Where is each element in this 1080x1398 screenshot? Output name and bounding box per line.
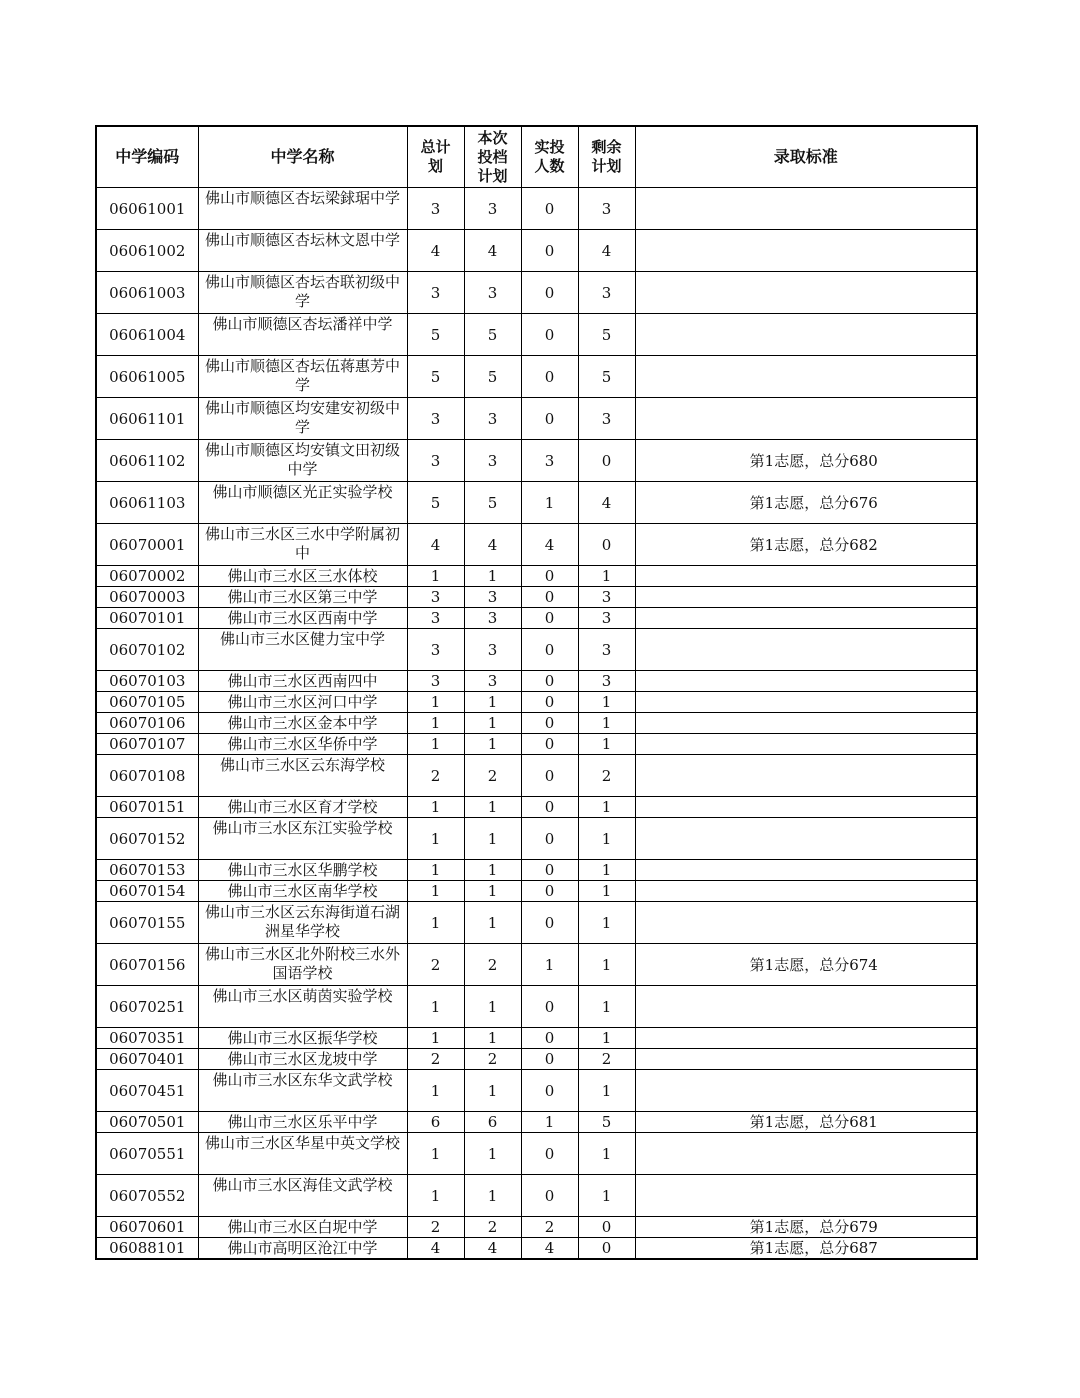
cell-criteria: 第1志愿，总分687 <box>635 1238 977 1260</box>
cell-actual: 0 <box>521 1049 578 1070</box>
cell-this-round: 3 <box>464 608 521 629</box>
cell-actual: 0 <box>521 188 578 230</box>
table-row <box>96 734 977 755</box>
cell-criteria <box>635 398 977 440</box>
cell-criteria <box>635 188 977 230</box>
cell-this-round: 1 <box>464 1133 521 1175</box>
table-row <box>96 188 977 230</box>
cell-name <box>198 902 407 944</box>
table-row <box>96 608 977 629</box>
cell-total: 1 <box>407 1175 464 1217</box>
cell-remaining: 2 <box>578 755 635 797</box>
cell-code: 06070108 <box>96 755 198 797</box>
cell-total: 2 <box>407 944 464 986</box>
cell-actual: 0 <box>521 692 578 713</box>
header-row <box>96 126 977 188</box>
cell-remaining: 1 <box>578 818 635 860</box>
table-row <box>96 440 977 482</box>
cell-remaining: 3 <box>578 272 635 314</box>
table-row <box>96 818 977 860</box>
admission-table <box>95 125 978 1260</box>
table-row <box>96 1112 977 1133</box>
cell-total: 1 <box>407 797 464 818</box>
cell-total: 2 <box>407 755 464 797</box>
cell-this-round: 1 <box>464 902 521 944</box>
cell-remaining: 5 <box>578 356 635 398</box>
cell-name: 佛山市三水区三水体校 <box>198 566 407 587</box>
cell-total: 1 <box>407 1133 464 1175</box>
cell-actual: 0 <box>521 230 578 272</box>
table-row <box>96 797 977 818</box>
table-row <box>96 566 977 587</box>
cell-total: 5 <box>407 314 464 356</box>
cell-remaining: 1 <box>578 1028 635 1049</box>
school-name-text: 佛山市顺德区光正实验学校 <box>212 483 393 501</box>
cell-remaining: 3 <box>578 398 635 440</box>
cell-remaining: 4 <box>578 230 635 272</box>
cell-code: 06070154 <box>96 881 198 902</box>
header-remaining <box>578 126 635 188</box>
table-row <box>96 671 977 692</box>
cell-name: 佛山市三水区西南中学 <box>198 608 407 629</box>
cell-remaining: 1 <box>578 692 635 713</box>
cell-name <box>198 755 407 797</box>
cell-name <box>198 629 407 671</box>
cell-remaining: 1 <box>578 713 635 734</box>
cell-total: 3 <box>407 608 464 629</box>
cell-name <box>198 272 407 314</box>
cell-this-round: 3 <box>464 440 521 482</box>
table-row <box>96 755 977 797</box>
school-name-text: 佛山市三水区云东海学校 <box>219 756 385 774</box>
cell-actual: 4 <box>521 1238 578 1260</box>
cell-remaining: 0 <box>578 1217 635 1238</box>
cell-name: 佛山市高明区沧江中学 <box>198 1238 407 1260</box>
cell-this-round: 2 <box>464 755 521 797</box>
school-name-text: 佛山市三水区云东海街道石湖洲星华学校 <box>204 903 400 940</box>
cell-actual: 0 <box>521 314 578 356</box>
table-row <box>96 1133 977 1175</box>
cell-code: 06070151 <box>96 797 198 818</box>
cell-criteria <box>635 818 977 860</box>
table-row <box>96 860 977 881</box>
cell-criteria: 第1志愿，总分682 <box>635 524 977 566</box>
table-row <box>96 881 977 902</box>
table-row <box>96 1049 977 1070</box>
cell-code: 06070107 <box>96 734 198 755</box>
school-name-text: 佛山市三水区东江实验学校 <box>212 819 393 837</box>
cell-criteria: 第1志愿，总分674 <box>635 944 977 986</box>
cell-remaining: 1 <box>578 1133 635 1175</box>
school-name-text: 佛山市顺德区均安镇文田初级中学 <box>204 441 400 478</box>
cell-code: 06070152 <box>96 818 198 860</box>
cell-remaining: 5 <box>578 314 635 356</box>
header-actual <box>521 126 578 188</box>
cell-this-round: 5 <box>464 482 521 524</box>
cell-remaining: 3 <box>578 629 635 671</box>
cell-remaining: 3 <box>578 188 635 230</box>
cell-remaining: 1 <box>578 902 635 944</box>
cell-total: 5 <box>407 482 464 524</box>
cell-name: 佛山市三水区第三中学 <box>198 587 407 608</box>
cell-total: 1 <box>407 566 464 587</box>
cell-total: 1 <box>407 986 464 1028</box>
cell-this-round: 1 <box>464 1028 521 1049</box>
school-name-text: 佛山市三水区萌茵实验学校 <box>212 987 393 1005</box>
cell-remaining: 5 <box>578 1112 635 1133</box>
header-this-round-text: 本次投档计划 <box>477 128 508 185</box>
school-name-text: 佛山市顺德区杏坛杏联初级中学 <box>204 273 400 310</box>
cell-this-round: 5 <box>464 314 521 356</box>
table-row <box>96 398 977 440</box>
cell-remaining: 1 <box>578 797 635 818</box>
cell-code: 06070102 <box>96 629 198 671</box>
cell-this-round: 2 <box>464 1217 521 1238</box>
cell-code: 06061002 <box>96 230 198 272</box>
cell-code: 06070103 <box>96 671 198 692</box>
cell-total: 3 <box>407 272 464 314</box>
cell-actual: 1 <box>521 1112 578 1133</box>
cell-actual: 0 <box>521 1070 578 1112</box>
cell-total: 2 <box>407 1217 464 1238</box>
cell-total: 1 <box>407 1028 464 1049</box>
cell-criteria <box>635 734 977 755</box>
table-row <box>96 713 977 734</box>
cell-code: 06070351 <box>96 1028 198 1049</box>
cell-this-round: 1 <box>464 881 521 902</box>
cell-code: 06070451 <box>96 1070 198 1112</box>
cell-this-round: 3 <box>464 629 521 671</box>
cell-this-round: 4 <box>464 230 521 272</box>
header-remaining-text: 剩余计划 <box>591 138 622 175</box>
cell-criteria <box>635 608 977 629</box>
cell-code: 06070001 <box>96 524 198 566</box>
cell-this-round: 1 <box>464 986 521 1028</box>
cell-criteria: 第1志愿，总分679 <box>635 1217 977 1238</box>
cell-name: 佛山市三水区南华学校 <box>198 881 407 902</box>
cell-actual: 0 <box>521 818 578 860</box>
cell-criteria: 第1志愿，总分680 <box>635 440 977 482</box>
cell-actual: 0 <box>521 734 578 755</box>
cell-actual: 0 <box>521 797 578 818</box>
cell-total: 1 <box>407 860 464 881</box>
school-name-text: 佛山市三水区三水中学附属初中 <box>204 525 400 562</box>
cell-total: 2 <box>407 1049 464 1070</box>
table-row <box>96 986 977 1028</box>
cell-name <box>198 986 407 1028</box>
cell-actual: 0 <box>521 986 578 1028</box>
cell-code: 06070153 <box>96 860 198 881</box>
cell-name: 佛山市三水区河口中学 <box>198 692 407 713</box>
cell-total: 1 <box>407 692 464 713</box>
cell-total: 3 <box>407 188 464 230</box>
cell-criteria <box>635 629 977 671</box>
cell-name <box>198 356 407 398</box>
table-row <box>96 1070 977 1112</box>
cell-actual: 0 <box>521 587 578 608</box>
cell-actual: 4 <box>521 524 578 566</box>
table-row <box>96 482 977 524</box>
cell-actual: 0 <box>521 608 578 629</box>
cell-name: 佛山市三水区华侨中学 <box>198 734 407 755</box>
cell-criteria <box>635 1028 977 1049</box>
cell-this-round: 6 <box>464 1112 521 1133</box>
cell-actual: 0 <box>521 902 578 944</box>
school-name-text: 佛山市三水区华星中英文学校 <box>204 1134 400 1152</box>
cell-this-round: 4 <box>464 524 521 566</box>
header-total-text: 总计划 <box>420 138 451 175</box>
cell-remaining: 3 <box>578 608 635 629</box>
cell-this-round: 3 <box>464 587 521 608</box>
cell-code: 06070156 <box>96 944 198 986</box>
cell-actual: 0 <box>521 1133 578 1175</box>
school-name-text: 佛山市三水区海佳文武学校 <box>212 1176 393 1194</box>
header-criteria: 录取标准 <box>635 126 977 188</box>
cell-criteria: 第1志愿，总分681 <box>635 1112 977 1133</box>
table-row <box>96 629 977 671</box>
cell-criteria <box>635 1133 977 1175</box>
cell-total: 4 <box>407 524 464 566</box>
cell-code: 06061102 <box>96 440 198 482</box>
cell-actual: 1 <box>521 944 578 986</box>
cell-remaining: 2 <box>578 1049 635 1070</box>
cell-actual: 0 <box>521 629 578 671</box>
cell-criteria <box>635 1175 977 1217</box>
cell-remaining: 1 <box>578 734 635 755</box>
cell-code: 06061001 <box>96 188 198 230</box>
table-row <box>96 1238 977 1260</box>
cell-name: 佛山市三水区金本中学 <box>198 713 407 734</box>
cell-this-round: 3 <box>464 671 521 692</box>
cell-criteria <box>635 755 977 797</box>
cell-total: 3 <box>407 398 464 440</box>
cell-total: 3 <box>407 587 464 608</box>
cell-name <box>198 440 407 482</box>
table-row <box>96 524 977 566</box>
cell-name: 佛山市三水区西南四中 <box>198 671 407 692</box>
cell-criteria <box>635 1049 977 1070</box>
cell-name: 佛山市三水区华鹏学校 <box>198 860 407 881</box>
cell-criteria: 第1志愿，总分676 <box>635 482 977 524</box>
cell-this-round: 1 <box>464 734 521 755</box>
cell-actual: 0 <box>521 1028 578 1049</box>
cell-remaining: 3 <box>578 671 635 692</box>
cell-actual: 0 <box>521 881 578 902</box>
school-name-text: 佛山市顺德区均安建安初级中学 <box>204 399 400 436</box>
header-actual-text: 实投人数 <box>534 138 565 175</box>
cell-this-round: 5 <box>464 356 521 398</box>
cell-code: 06070401 <box>96 1049 198 1070</box>
cell-name <box>198 1175 407 1217</box>
cell-criteria <box>635 230 977 272</box>
cell-name: 佛山市三水区乐平中学 <box>198 1112 407 1133</box>
cell-name <box>198 944 407 986</box>
cell-name <box>198 1133 407 1175</box>
cell-criteria <box>635 671 977 692</box>
cell-criteria <box>635 587 977 608</box>
cell-criteria <box>635 797 977 818</box>
cell-name <box>198 524 407 566</box>
school-name-text: 佛山市顺德区杏坛林文恩中学 <box>204 231 400 249</box>
cell-actual: 0 <box>521 356 578 398</box>
cell-this-round: 1 <box>464 692 521 713</box>
cell-total: 4 <box>407 230 464 272</box>
cell-actual: 0 <box>521 860 578 881</box>
cell-code: 06070106 <box>96 713 198 734</box>
cell-actual: 3 <box>521 440 578 482</box>
cell-name <box>198 188 407 230</box>
cell-total: 1 <box>407 881 464 902</box>
cell-name <box>198 482 407 524</box>
cell-remaining: 0 <box>578 1238 635 1260</box>
cell-code: 06061103 <box>96 482 198 524</box>
cell-this-round: 3 <box>464 188 521 230</box>
cell-total: 1 <box>407 1070 464 1112</box>
cell-total: 5 <box>407 356 464 398</box>
header-total <box>407 126 464 188</box>
cell-total: 3 <box>407 671 464 692</box>
cell-actual: 0 <box>521 272 578 314</box>
cell-total: 1 <box>407 713 464 734</box>
cell-criteria <box>635 902 977 944</box>
cell-this-round: 1 <box>464 818 521 860</box>
cell-remaining: 0 <box>578 524 635 566</box>
cell-actual: 0 <box>521 566 578 587</box>
table-row <box>96 692 977 713</box>
cell-name: 佛山市三水区白坭中学 <box>198 1217 407 1238</box>
header-this-round <box>464 126 521 188</box>
cell-criteria <box>635 881 977 902</box>
cell-this-round: 3 <box>464 398 521 440</box>
cell-actual: 0 <box>521 713 578 734</box>
cell-remaining: 1 <box>578 881 635 902</box>
cell-this-round: 4 <box>464 1238 521 1260</box>
cell-this-round: 1 <box>464 860 521 881</box>
cell-code: 06088101 <box>96 1238 198 1260</box>
cell-actual: 0 <box>521 398 578 440</box>
school-name-text: 佛山市三水区东华文武学校 <box>212 1071 393 1089</box>
cell-code: 06070551 <box>96 1133 198 1175</box>
cell-name <box>198 1070 407 1112</box>
cell-remaining: 1 <box>578 944 635 986</box>
cell-total: 3 <box>407 629 464 671</box>
table-row <box>96 356 977 398</box>
cell-total: 6 <box>407 1112 464 1133</box>
cell-total: 3 <box>407 440 464 482</box>
table-row <box>96 1028 977 1049</box>
cell-total: 1 <box>407 734 464 755</box>
cell-this-round: 1 <box>464 713 521 734</box>
cell-total: 4 <box>407 1238 464 1260</box>
school-name-text: 佛山市顺德区杏坛伍蒋惠芳中学 <box>204 357 400 394</box>
cell-name <box>198 818 407 860</box>
cell-remaining: 1 <box>578 860 635 881</box>
school-name-text: 佛山市顺德区杏坛潘祥中学 <box>212 315 393 333</box>
school-name-text: 佛山市顺德区杏坛梁銶琚中学 <box>204 189 400 207</box>
cell-criteria <box>635 566 977 587</box>
cell-code: 06070501 <box>96 1112 198 1133</box>
cell-remaining: 1 <box>578 1175 635 1217</box>
cell-remaining: 4 <box>578 482 635 524</box>
cell-name <box>198 230 407 272</box>
cell-remaining: 1 <box>578 566 635 587</box>
cell-code: 06070101 <box>96 608 198 629</box>
cell-criteria <box>635 692 977 713</box>
cell-code: 06070601 <box>96 1217 198 1238</box>
cell-criteria <box>635 860 977 881</box>
header-code: 中学编码 <box>96 126 198 188</box>
header-name: 中学名称 <box>198 126 407 188</box>
table-row <box>96 902 977 944</box>
cell-remaining: 1 <box>578 986 635 1028</box>
cell-name <box>198 398 407 440</box>
cell-this-round: 2 <box>464 944 521 986</box>
cell-this-round: 1 <box>464 1175 521 1217</box>
cell-actual: 0 <box>521 755 578 797</box>
cell-actual: 2 <box>521 1217 578 1238</box>
table-row <box>96 1175 977 1217</box>
cell-actual: 1 <box>521 482 578 524</box>
cell-actual: 0 <box>521 671 578 692</box>
table-body <box>96 188 977 1260</box>
cell-total: 1 <box>407 902 464 944</box>
cell-criteria <box>635 1070 977 1112</box>
cell-remaining: 1 <box>578 1070 635 1112</box>
cell-code: 06070003 <box>96 587 198 608</box>
table-row <box>96 1217 977 1238</box>
cell-name: 佛山市三水区龙坡中学 <box>198 1049 407 1070</box>
cell-code: 06061003 <box>96 272 198 314</box>
cell-name: 佛山市三水区振华学校 <box>198 1028 407 1049</box>
cell-code: 06070251 <box>96 986 198 1028</box>
cell-name <box>198 314 407 356</box>
cell-this-round: 3 <box>464 272 521 314</box>
school-name-text: 佛山市三水区北外附校三水外国语学校 <box>204 945 400 982</box>
cell-code: 06070002 <box>96 566 198 587</box>
table-row <box>96 272 977 314</box>
cell-code: 06061004 <box>96 314 198 356</box>
cell-criteria <box>635 713 977 734</box>
cell-code: 06070155 <box>96 902 198 944</box>
cell-this-round: 1 <box>464 797 521 818</box>
cell-remaining: 0 <box>578 440 635 482</box>
cell-this-round: 1 <box>464 1070 521 1112</box>
cell-code: 06061005 <box>96 356 198 398</box>
table-row <box>96 587 977 608</box>
cell-this-round: 2 <box>464 1049 521 1070</box>
table-row <box>96 230 977 272</box>
cell-criteria <box>635 356 977 398</box>
cell-total: 1 <box>407 818 464 860</box>
table-row <box>96 314 977 356</box>
table-row <box>96 944 977 986</box>
school-name-text: 佛山市三水区健力宝中学 <box>219 630 385 648</box>
cell-remaining: 3 <box>578 587 635 608</box>
cell-name: 佛山市三水区育才学校 <box>198 797 407 818</box>
cell-criteria <box>635 986 977 1028</box>
cell-code: 06070105 <box>96 692 198 713</box>
cell-code: 06070552 <box>96 1175 198 1217</box>
cell-actual: 0 <box>521 1175 578 1217</box>
cell-this-round: 1 <box>464 566 521 587</box>
cell-criteria <box>635 314 977 356</box>
cell-code: 06061101 <box>96 398 198 440</box>
cell-criteria <box>635 272 977 314</box>
